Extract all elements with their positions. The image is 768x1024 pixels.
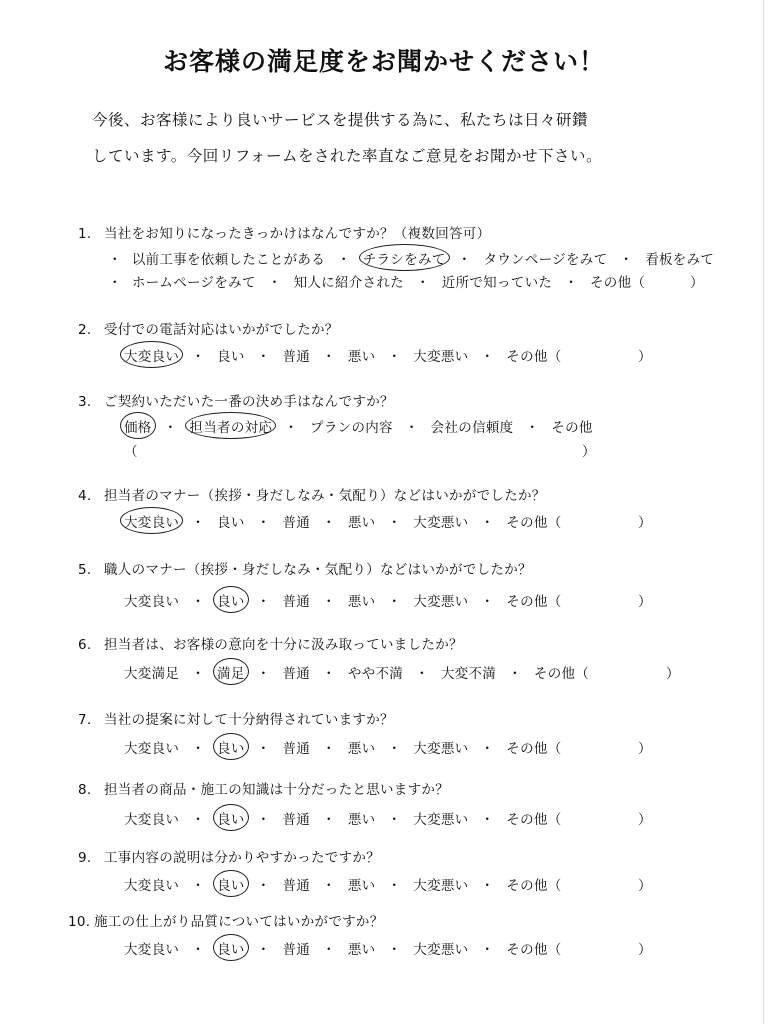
separator-dot: ・ [322,515,336,531]
answer-option-selected[interactable]: 担当者の対応 [189,416,272,436]
question-3 [78,390,394,410]
separator-dot: ・ [322,741,336,757]
answer-options [124,590,562,610]
answer-option[interactable]: 悪い [347,515,376,531]
separator-dot: ・ [387,812,402,828]
separator-dot: ・ [387,515,402,531]
separator-dot: ・ [415,666,429,682]
separator-dot: ・ [256,349,271,365]
separator-dot: ・ [480,741,495,757]
answer-option-selected[interactable]: 価格 [124,416,152,436]
separator-dot: ・ [564,275,578,291]
answer-options [124,511,562,531]
other-answer-close-paren: ） [638,349,652,365]
question-number: 2. [78,322,92,338]
separator-dot: ・ [480,942,495,958]
answer-option[interactable]: その他（ [506,741,562,757]
separator-dot: ・ [387,942,402,958]
separator-dot: ・ [457,252,472,268]
other-answer-close-paren: ） [690,275,704,291]
answer-options [124,416,593,436]
answer-option[interactable]: 大変悪い [413,515,469,531]
answer-option[interactable]: 大変悪い [413,594,469,610]
question-number: 4. [78,488,92,504]
separator-dot: ・ [256,594,271,610]
question-10 [68,910,384,930]
question-text: 当社の提案に対して十分納得されていますか？ [104,712,394,728]
answer-option[interactable]: 悪い [347,878,376,894]
other-answer-close-paren: ） [582,444,596,460]
answer-option[interactable]: 近所で知っていた [441,275,553,291]
other-answer-close-paren: ） [638,812,652,828]
separator-dot: ・ [191,741,206,757]
answer-option[interactable]: 大変悪い [413,741,469,757]
question-number: 5. [78,562,92,578]
answer-option[interactable]: プランの内容 [310,420,393,436]
answer-option[interactable]: 普通 [282,666,311,682]
other-answer-close-paren: ） [638,878,652,894]
answer-option[interactable]: その他（ [506,594,562,610]
answer-option[interactable]: 悪い [347,741,376,757]
question-number: 10. [68,914,91,930]
question-text: 担当者のマナー（挨拶・身だしなみ・気配り）などはいかがでしたか？ [104,488,546,504]
answer-option[interactable]: 普通 [282,515,311,531]
answer-option-selected[interactable]: 良い [217,874,245,894]
answer-option-selected[interactable]: 大変良い [124,345,179,365]
separator-dot: ・ [387,741,402,757]
separator-dot: ・ [191,812,206,828]
answer-option[interactable]: 大変良い [124,942,180,958]
question-8 [78,778,449,798]
separator-dot: ・ [480,594,495,610]
answer-options [124,662,589,682]
separator-dot: ・ [322,349,336,365]
separator-dot: ・ [387,349,402,365]
intro-line-2: しています。今回リフォームをされた率直なご意見をお聞かせ下さい。 [92,147,602,165]
answer-option[interactable]: 大変不満 [440,666,497,682]
question-text: 担当者は、お客様の意向を十分に汲み取っていましたか？ [104,637,463,653]
question-number: 1. [78,226,92,242]
answer-option[interactable]: 大変良い [124,741,180,757]
answer-option[interactable]: 以前工事を依頼したことがある [131,252,326,268]
answer-option[interactable]: その他 [551,420,593,436]
question-6 [78,633,463,653]
separator-dot: ・ [322,878,336,894]
answer-option[interactable]: 看板をみて [645,252,715,268]
question-5 [78,558,532,578]
question-text: 受付での電話対応はいかがでしたか？ [104,322,339,338]
answer-option[interactable]: その他（ [506,349,562,365]
answer-option-selected[interactable]: 大変良い [124,511,179,531]
question-text: 工事内容の説明は分かりやすかったですか？ [104,850,380,866]
separator-dot: ・ [108,275,122,291]
separator-dot: ・ [108,252,122,268]
separator-dot: ・ [163,420,178,436]
separator-dot: ・ [256,812,271,828]
separator-dot: ・ [322,942,336,958]
separator-dot: ・ [191,942,206,958]
answer-option[interactable]: （ [124,444,138,460]
separator-dot: ・ [284,420,299,436]
answer-option-selected[interactable]: 良い [217,590,245,610]
answer-option-selected[interactable]: 良い [217,808,245,828]
answer-option[interactable]: 普通 [282,878,311,894]
answer-option-selected[interactable]: 良い [217,938,245,958]
question-2 [78,318,339,338]
separator-dot: ・ [191,349,206,365]
separator-dot: ・ [404,420,419,436]
answer-option[interactable]: 大変良い [124,878,180,894]
separator-dot: ・ [387,878,402,894]
answer-option-selected[interactable]: チラシをみて [363,248,446,268]
question-number: 6. [78,637,92,653]
separator-dot: ・ [191,666,206,682]
answer-option[interactable]: その他（ [506,878,562,894]
answer-option[interactable]: ホームページをみて [131,275,256,291]
answer-options [108,248,714,268]
separator-dot: ・ [322,594,336,610]
answer-options [108,271,645,291]
other-answer-close-paren: ） [638,942,652,958]
separator-dot: ・ [480,812,495,828]
answer-option[interactable]: その他（ [533,666,590,682]
page-title: お客様の満足度をお聞かせください！ [162,47,605,76]
question-text: ご契約いただいた一番の決め手はなんですか？ [104,394,394,410]
answer-options [124,440,138,460]
answer-option[interactable]: 普通 [282,942,311,958]
scan-edge [763,0,764,1024]
answer-option[interactable]: 悪い [347,594,376,610]
answer-option[interactable]: 悪い [347,812,376,828]
separator-dot: ・ [508,666,522,682]
separator-dot: ・ [480,515,495,531]
answer-option[interactable]: 大変良い [124,812,180,828]
question-4 [78,484,546,504]
answer-option[interactable]: その他（ [506,942,562,958]
answer-option-selected[interactable]: 良い [217,737,245,757]
answer-options [124,808,562,828]
answer-option[interactable]: タウンページをみて [483,252,608,268]
answer-option[interactable]: やや不満 [347,666,404,682]
answer-option[interactable]: 大変悪い [413,942,469,958]
answer-option[interactable]: 良い [217,515,245,531]
answer-option[interactable]: 普通 [282,741,311,757]
answer-options [124,938,562,958]
separator-dot: ・ [480,878,495,894]
other-answer-close-paren: ） [638,741,652,757]
separator-dot: ・ [525,420,540,436]
answer-option[interactable]: その他（ [590,275,646,291]
question-text: 職人のマナー（挨拶・身だしなみ・気配り）などはいかがでしたか？ [104,562,532,578]
question-number: 9. [78,850,92,866]
separator-dot: ・ [256,666,271,682]
separator-dot: ・ [480,349,495,365]
answer-option[interactable]: 大変悪い [413,349,469,365]
separator-dot: ・ [337,252,351,268]
question-number: 7. [78,712,92,728]
answer-option-selected[interactable]: 満足 [217,662,245,682]
separator-dot: ・ [191,515,206,531]
answer-option[interactable]: 良い [217,349,245,365]
separator-dot: ・ [322,666,336,682]
other-answer-close-paren: ） [638,594,652,610]
answer-options [124,737,562,757]
answer-option[interactable]: 悪い [347,349,376,365]
answer-option[interactable]: その他（ [506,812,562,828]
other-answer-close-paren: ） [638,515,652,531]
answer-option[interactable]: 大変悪い [413,812,469,828]
separator-dot: ・ [256,515,271,531]
separator-dot: ・ [191,594,206,610]
separator-dot: ・ [267,275,282,291]
answer-option[interactable]: その他（ [506,515,562,531]
question-number: 3. [78,394,92,410]
answer-option[interactable]: 普通 [282,812,311,828]
answer-option[interactable]: 普通 [282,594,311,610]
question-text: 当社をお知りになったきっかけはなんですか？（複数回答可） [104,226,491,242]
separator-dot: ・ [322,812,336,828]
separator-dot: ・ [256,878,271,894]
separator-dot: ・ [256,741,271,757]
answer-option[interactable]: 悪い [347,942,376,958]
answer-option[interactable]: 会社の信頼度 [430,420,514,436]
answer-options [124,345,562,365]
separator-dot: ・ [191,878,206,894]
question-9 [78,846,380,866]
answer-option[interactable]: 大変良い [124,594,180,610]
question-text: 施工の仕上がり品質についてはいかがですか？ [94,914,384,930]
question-1 [78,222,490,242]
separator-dot: ・ [256,942,271,958]
intro-line-1: 今後、お客様により良いサービスを提供する為に、私たちは日々研鑽 [92,111,589,129]
answer-option[interactable]: 大変悪い [413,878,469,894]
separator-dot: ・ [415,275,430,291]
answer-option[interactable]: 普通 [282,349,311,365]
answer-option[interactable]: 知人に紹介された [293,275,404,291]
separator-dot: ・ [387,594,402,610]
answer-options [124,874,562,894]
question-text: 担当者の商品・施工の知識は十分だったと思いますか？ [104,782,449,798]
answer-option[interactable]: 大変満足 [124,666,180,682]
question-7 [78,708,394,728]
question-number: 8. [78,782,92,798]
separator-dot: ・ [619,252,634,268]
other-answer-close-paren: ） [666,666,680,682]
